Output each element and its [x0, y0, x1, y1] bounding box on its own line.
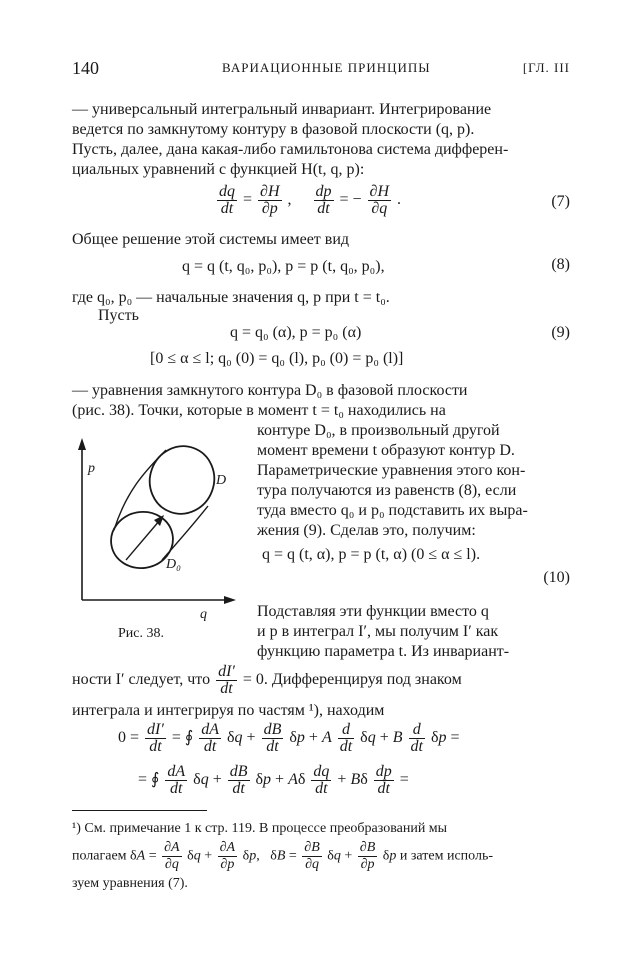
- paragraph-invariance: [72, 664, 570, 721]
- text-line: циальных уравнений с функцией H(t, q, p):: [72, 161, 365, 178]
- footnote-line: полагаем δA = $\frac{\partial A}{\partial q}$ δq + $\frac{\partial A}{\partial p}$ δp, δB = $\frac{\partial B}{\partial q}$ δq + $\frac{\partial B}{\partial p}$ δp и затем исполь-: [72, 840, 494, 872]
- equation-number: (9): [551, 324, 570, 341]
- paragraph-initial-values: [72, 288, 570, 308]
- text-fragment: ности I′ следует, что: [72, 671, 211, 689]
- text-line: Параметрические уравнения этого кон-: [257, 462, 526, 479]
- equation-8: q = q (t, q₀, p₀), p = p (t, q₀, p₀),: [182, 258, 385, 275]
- axis-label-p: p: [88, 461, 95, 476]
- figure-38: [66, 432, 246, 622]
- equation-10: q = q (t, α), p = p (t, α) (0 ≤ α ≤ l).: [262, 546, 481, 563]
- text-fragment: = 0. Дифференцируя под знаком: [242, 671, 462, 689]
- equation-derivation-2: = ∮ $\frac{dA}{dt}$ δq + $\frac{dB}{dt}$ δp + Aδ $\frac{dq}{dt}$ + Bδ $\frac{dp}{dt}$ =: [138, 763, 409, 797]
- text-line: и p в интеграл I′, мы получим I′ как: [257, 623, 499, 640]
- trajectory-middle: [126, 520, 160, 560]
- equation-7: $\frac{dq}{dt}$ = $\frac{\partial H}{\partial p}$ , $\frac{dp}{dt}$ = − $\frac{\partial H}{\partial q}$ .: [219, 183, 402, 217]
- text-fragment: полагаем: [72, 848, 127, 864]
- text-line: (рис. 38). Точки, которые в момент t = t₀ находились на: [72, 402, 446, 419]
- footnote-line: зуем уравнения (7).: [72, 876, 188, 891]
- label-D0: D₀: [166, 557, 181, 572]
- text-line: момент времени t образуют контур D.: [257, 442, 515, 459]
- q-axis-arrow: [224, 596, 236, 604]
- paragraph-intro: [72, 100, 570, 180]
- text-line: тура получаются из равенств (8), если: [257, 482, 517, 499]
- equation-number: (10): [543, 569, 570, 586]
- text-line: где q₀, p₀ — начальные значения q, p при t = t₀.: [72, 289, 390, 306]
- text-line: Пусть, далее, дана какая-либо гамильтонова система дифферен-: [72, 141, 509, 158]
- paragraph-contour: [72, 381, 570, 421]
- page-number: 140: [72, 58, 99, 78]
- text-line: функцию параметра t. Из инвариант-: [257, 643, 510, 660]
- p-axis-arrow: [78, 438, 86, 450]
- equation-number: (8): [551, 256, 570, 273]
- text-line: ведется по замкнутому контуру в фазовой плоскости (q, p).: [72, 121, 475, 138]
- chapter-label: [ГЛ. III: [522, 60, 570, 75]
- equation-derivation-1: 0 = $\frac{dI'}{dt}$ = ∮ $\frac{dA}{dt}$ δq + $\frac{dB}{dt}$ δp + A $\frac{d}{dt}$ δq + B $\frac{d}{dt}$ δp =: [118, 721, 460, 755]
- equation-number: (7): [551, 193, 570, 210]
- axis-label-q: q: [200, 607, 207, 622]
- text-line: интеграла и интегрируя по частям ¹), находим: [72, 702, 385, 719]
- paragraph-substitution: [257, 602, 570, 662]
- text-fragment: и затем исполь-: [399, 848, 494, 864]
- text-line: ности I′ следует, что $\frac{dI'}{dt}$ = 0. Дифференцируя под знаком: [72, 663, 462, 697]
- text-line: контуре D₀, в произвольный другой: [257, 422, 500, 439]
- running-head: [72, 58, 570, 82]
- equation-9: q = q₀ (α), p = p₀ (α): [230, 324, 362, 341]
- equation-9-conditions: [0 ≤ α ≤ l; q₀ (0) = q₀ (l), p₀ (0) = p₀ (l)]: [150, 350, 404, 367]
- text-line: Подставляя эти функции вместо q: [257, 603, 489, 620]
- figure-caption: Рис. 38.: [118, 626, 164, 641]
- footnote-rule: [72, 810, 207, 811]
- running-title: ВАРИАЦИОННЫЕ ПРИНЦИПЫ: [222, 60, 431, 75]
- text-line: Общее решение этой системы имеет вид: [72, 231, 350, 248]
- text-line: Пусть: [98, 307, 139, 324]
- contour-D: [140, 437, 223, 523]
- paragraph-general-solution: [72, 230, 570, 250]
- text-line: — уравнения замкнутого контура D₀ в фазовой плоскости: [72, 382, 468, 399]
- text-line: — универсальный интегральный инвариант. Интегрирование: [72, 101, 492, 118]
- text-line: туда вместо q₀ и p₀ подставить их выра-: [257, 502, 528, 519]
- footnote: [72, 818, 570, 895]
- footnote-line: ¹) См. примечание 1 к стр. 119. В процессе преобразований мы: [72, 821, 448, 836]
- paragraph-parametric: [257, 421, 570, 541]
- label-D: D: [216, 473, 227, 488]
- paragraph-let: [98, 306, 198, 326]
- text-line: жения (9). Сделав это, получим:: [257, 522, 476, 539]
